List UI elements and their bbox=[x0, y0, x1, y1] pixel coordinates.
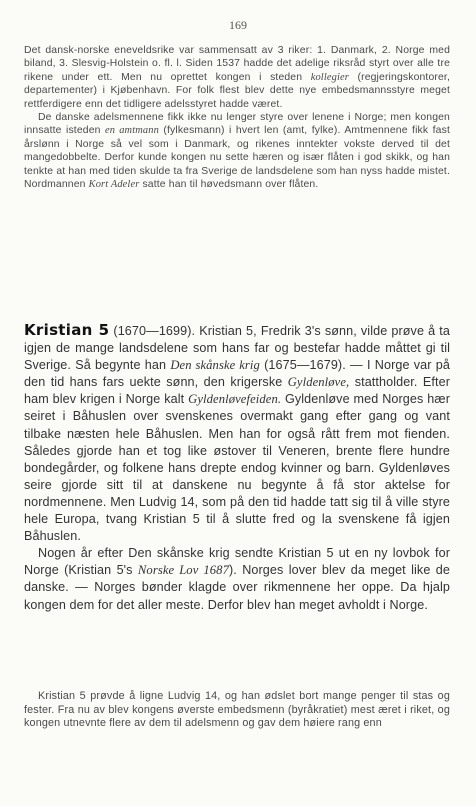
paragraph-kristian-5: Kristian 5 (1670—1699). Kristian 5, Fredrik 3's sønn, vilde prøve å ta igjen de mange landsdelene som hans far og bestefar hadde måttet gi til Sverige. Så begynte han Den skånske krig (1675—1679). — I Norge var på den tid hans fars uekte sønn, den krigerske Gyldenløve, stattholder. Efter ham blev krigen i Norge kalt Gyldenløvefeiden. Gyldenløve med Norges hær seiret i Båhuslen over svenskenes overmakt gang efter gang og vant tilbake næsten hele Båhuslen. Men han for også rått frem mot fienden. Således gjorde han et tog like østover til Veneren, brente flere hundre bondegårder, og folkene hans drepte endog kvinner og barn. Gyldenløves seire gjorde sitt til at danskene nu begynte å få stor aktelse for nordmennene. Men Ludvig 14, som på den tid hadde tatt sig til å ville styre hele Europa, tvang Kristian 5 til å slutte fred og la svenskene få igjen Båhuslen. bbox=[24, 321, 451, 544]
main-text-section bbox=[24, 322, 450, 614]
paragraph-adelsmennene: De danske adelsmennene fikk ikke nu lenger styre over lenene i Norge; men kongen innsatte isteden en amtmann (fylkesmann) i hvert len (amt, fylke). Amtmennene fikk fast årslønn i Norge så vel som i Danmark, og rikenes inntekter vokste derved til det mangedobbelte. Derfor kunde kongen nu sette hæren og især flåten i god skikk, og han tenkte at han med tiden skulde ta fra Sverige de landsdelene som han nyss hadde mistet. Nordmannen Kort Adeler satte han til høvedsmann over flåten. bbox=[24, 112, 450, 191]
small-print-section bbox=[24, 44, 450, 191]
paragraph-lovbok: Nogen år efter Den skånske krig sendte Kristian 5 ut en ny lovbok for Norge (Kristian 5's Norske Lov 1687). Norges lover blev da meget like de danske. — Norges bønder klagde over rikmennene her oppe. Da hjalp kongen dem for det aller meste. Derfor blev han meget avholdt i Norge. bbox=[24, 546, 450, 612]
section-heading: Kristian 5 bbox=[24, 321, 110, 339]
paragraph-riker: Det dansk-norske eneveldsrike var sammensatt av 3 riker: 1. Danmark, 2. Norge med biland, 3. Slesvig-Holstein o. fl. l. Siden 1537 hadde det adelige riksråd styrt over alle tre rikene under ett. Men nu oprettet kongen i steden kollegier (regjeringskontorer, departementer) i Kjøbenhavn. For folk flest blev dette nye embedsmannsstyre meget rettferdigere enn det tidligere adelsstyret hadde været. bbox=[24, 45, 450, 110]
page-number: 169 bbox=[229, 18, 247, 32]
paragraph-ludvig: Kristian 5 prøvde å ligne Ludvig 14, og han ødslet bort mange penger til stas og fester. Fra nu av blev kongens øverste embedsmenn (byråkratiet) mest æret i riket, og kongen utnevnte flere av dem til adelsmenn og gav dem høiere rang enn bbox=[24, 690, 450, 730]
final-text-section bbox=[24, 690, 450, 731]
